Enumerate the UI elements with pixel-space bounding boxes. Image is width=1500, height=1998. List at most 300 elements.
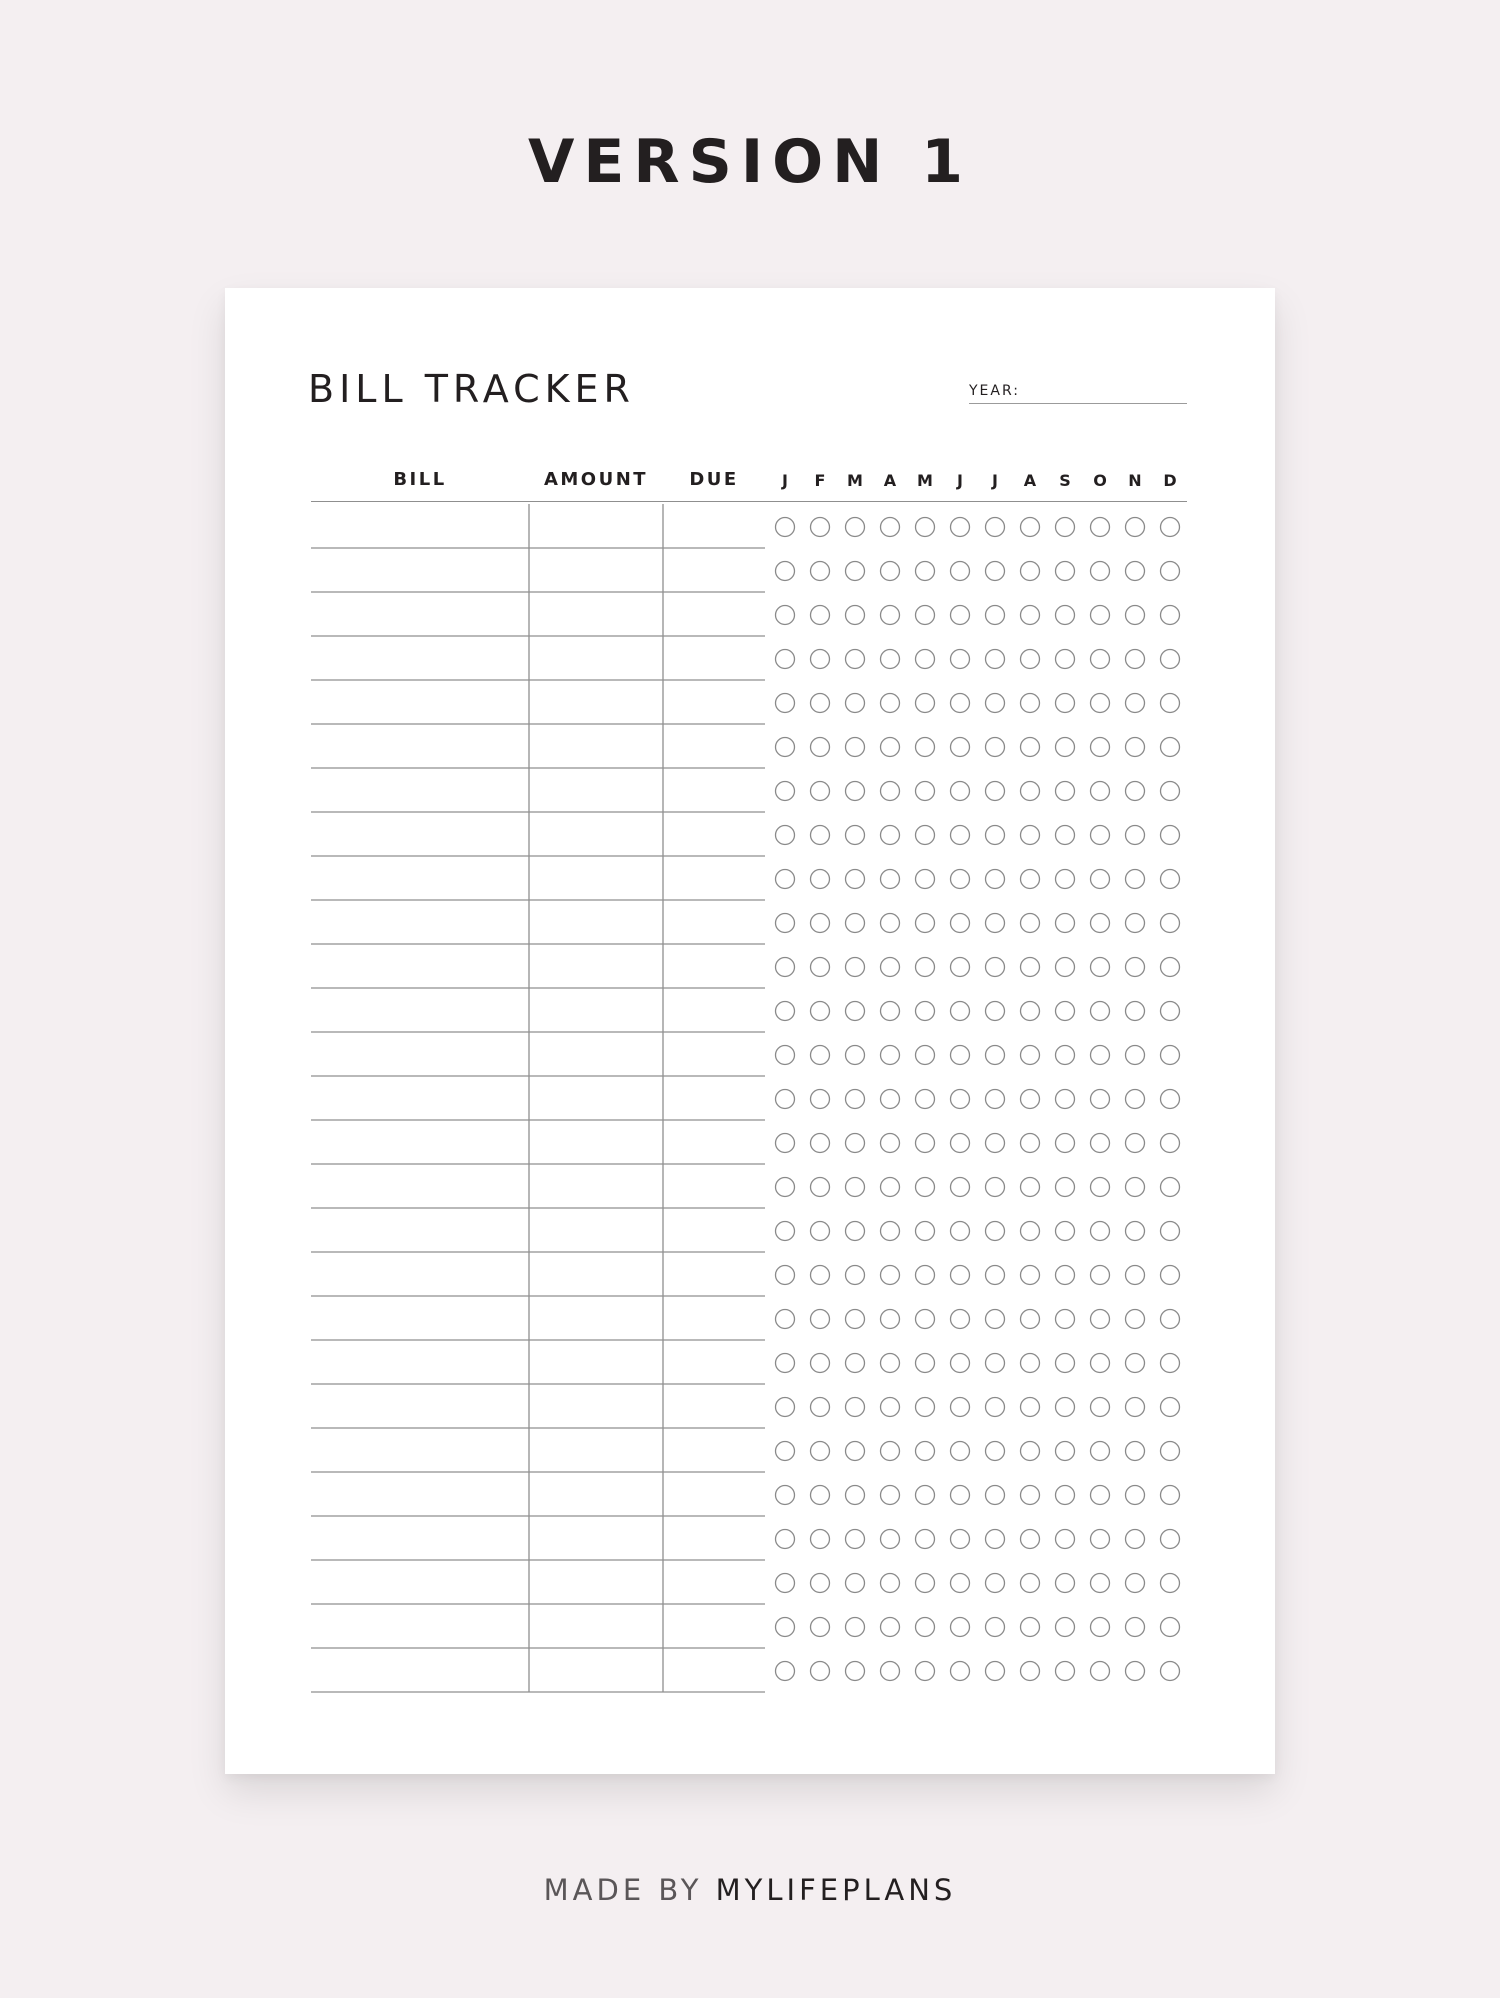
paid-checkbox-circle[interactable] xyxy=(1091,1662,1110,1681)
paid-checkbox-circle[interactable] xyxy=(1091,914,1110,933)
paid-checkbox-circle[interactable] xyxy=(881,606,900,625)
paid-checkbox-circle[interactable] xyxy=(1161,1442,1180,1461)
paid-checkbox-circle[interactable] xyxy=(951,1266,970,1285)
paid-checkbox-circle[interactable] xyxy=(951,1178,970,1197)
paid-checkbox-circle[interactable] xyxy=(951,1398,970,1417)
paid-checkbox-circle[interactable] xyxy=(986,1134,1005,1153)
paid-checkbox-circle[interactable] xyxy=(1126,870,1145,889)
paid-checkbox-circle[interactable] xyxy=(916,606,935,625)
paid-checkbox-circle[interactable] xyxy=(1126,1662,1145,1681)
paid-checkbox-circle[interactable] xyxy=(951,1574,970,1593)
paid-checkbox-circle[interactable] xyxy=(916,518,935,537)
paid-checkbox-circle[interactable] xyxy=(881,1310,900,1329)
paid-checkbox-circle[interactable] xyxy=(1161,1266,1180,1285)
paid-checkbox-circle[interactable] xyxy=(846,1618,865,1637)
paid-checkbox-circle[interactable] xyxy=(1021,1002,1040,1021)
paid-checkbox-circle[interactable] xyxy=(811,1310,830,1329)
paid-checkbox-circle[interactable] xyxy=(846,738,865,757)
paid-checkbox-circle[interactable] xyxy=(951,1222,970,1241)
paid-checkbox-circle[interactable] xyxy=(951,870,970,889)
paid-checkbox-circle[interactable] xyxy=(846,1398,865,1417)
paid-checkbox-circle[interactable] xyxy=(986,1662,1005,1681)
paid-checkbox-circle[interactable] xyxy=(776,650,795,669)
paid-checkbox-circle[interactable] xyxy=(776,562,795,581)
paid-checkbox-circle[interactable] xyxy=(916,1354,935,1373)
paid-checkbox-circle[interactable] xyxy=(916,1178,935,1197)
paid-checkbox-circle[interactable] xyxy=(776,1442,795,1461)
paid-checkbox-circle[interactable] xyxy=(1056,1046,1075,1065)
paid-checkbox-circle[interactable] xyxy=(776,606,795,625)
paid-checkbox-circle[interactable] xyxy=(986,1574,1005,1593)
paid-checkbox-circle[interactable] xyxy=(1056,1354,1075,1373)
paid-checkbox-circle[interactable] xyxy=(1056,782,1075,801)
paid-checkbox-circle[interactable] xyxy=(916,1398,935,1417)
paid-checkbox-circle[interactable] xyxy=(986,694,1005,713)
paid-checkbox-circle[interactable] xyxy=(811,1486,830,1505)
paid-checkbox-circle[interactable] xyxy=(1056,1486,1075,1505)
paid-checkbox-circle[interactable] xyxy=(986,1046,1005,1065)
paid-checkbox-circle[interactable] xyxy=(846,650,865,669)
paid-checkbox-circle[interactable] xyxy=(1161,1354,1180,1373)
paid-checkbox-circle[interactable] xyxy=(811,606,830,625)
paid-checkbox-circle[interactable] xyxy=(1126,914,1145,933)
paid-checkbox-circle[interactable] xyxy=(1126,1266,1145,1285)
paid-checkbox-circle[interactable] xyxy=(1056,1090,1075,1109)
paid-checkbox-circle[interactable] xyxy=(1021,1662,1040,1681)
paid-checkbox-circle[interactable] xyxy=(846,1090,865,1109)
paid-checkbox-circle[interactable] xyxy=(1091,1046,1110,1065)
paid-checkbox-circle[interactable] xyxy=(881,1222,900,1241)
paid-checkbox-circle[interactable] xyxy=(776,1530,795,1549)
paid-checkbox-circle[interactable] xyxy=(1021,1178,1040,1197)
paid-checkbox-circle[interactable] xyxy=(846,1662,865,1681)
paid-checkbox-circle[interactable] xyxy=(1126,1618,1145,1637)
paid-checkbox-circle[interactable] xyxy=(951,1134,970,1153)
paid-checkbox-circle[interactable] xyxy=(1091,958,1110,977)
paid-checkbox-circle[interactable] xyxy=(811,518,830,537)
paid-checkbox-circle[interactable] xyxy=(811,1354,830,1373)
paid-checkbox-circle[interactable] xyxy=(951,1090,970,1109)
paid-checkbox-circle[interactable] xyxy=(811,738,830,757)
paid-checkbox-circle[interactable] xyxy=(951,606,970,625)
paid-checkbox-circle[interactable] xyxy=(776,1486,795,1505)
paid-checkbox-circle[interactable] xyxy=(1161,1486,1180,1505)
paid-checkbox-circle[interactable] xyxy=(1126,1046,1145,1065)
paid-checkbox-circle[interactable] xyxy=(1056,694,1075,713)
paid-checkbox-circle[interactable] xyxy=(916,826,935,845)
paid-checkbox-circle[interactable] xyxy=(1021,694,1040,713)
paid-checkbox-circle[interactable] xyxy=(1021,562,1040,581)
paid-checkbox-circle[interactable] xyxy=(951,1486,970,1505)
paid-checkbox-circle[interactable] xyxy=(776,782,795,801)
paid-checkbox-circle[interactable] xyxy=(881,694,900,713)
paid-checkbox-circle[interactable] xyxy=(1161,914,1180,933)
paid-checkbox-circle[interactable] xyxy=(1161,1222,1180,1241)
paid-checkbox-circle[interactable] xyxy=(951,562,970,581)
paid-checkbox-circle[interactable] xyxy=(1021,782,1040,801)
paid-checkbox-circle[interactable] xyxy=(1021,1354,1040,1373)
paid-checkbox-circle[interactable] xyxy=(986,870,1005,889)
paid-checkbox-circle[interactable] xyxy=(916,738,935,757)
paid-checkbox-circle[interactable] xyxy=(986,650,1005,669)
paid-checkbox-circle[interactable] xyxy=(776,826,795,845)
paid-checkbox-circle[interactable] xyxy=(1056,914,1075,933)
paid-checkbox-circle[interactable] xyxy=(811,1266,830,1285)
paid-checkbox-circle[interactable] xyxy=(881,1530,900,1549)
paid-checkbox-circle[interactable] xyxy=(1161,518,1180,537)
paid-checkbox-circle[interactable] xyxy=(916,782,935,801)
paid-checkbox-circle[interactable] xyxy=(1126,1002,1145,1021)
paid-checkbox-circle[interactable] xyxy=(1161,694,1180,713)
paid-checkbox-circle[interactable] xyxy=(1161,826,1180,845)
paid-checkbox-circle[interactable] xyxy=(1021,518,1040,537)
paid-checkbox-circle[interactable] xyxy=(1126,1178,1145,1197)
paid-checkbox-circle[interactable] xyxy=(916,694,935,713)
paid-checkbox-circle[interactable] xyxy=(1056,650,1075,669)
paid-checkbox-circle[interactable] xyxy=(986,1354,1005,1373)
paid-checkbox-circle[interactable] xyxy=(1161,1310,1180,1329)
paid-checkbox-circle[interactable] xyxy=(1021,1530,1040,1549)
paid-checkbox-circle[interactable] xyxy=(846,914,865,933)
paid-checkbox-circle[interactable] xyxy=(1091,1398,1110,1417)
paid-checkbox-circle[interactable] xyxy=(1091,1222,1110,1241)
paid-checkbox-circle[interactable] xyxy=(881,518,900,537)
paid-checkbox-circle[interactable] xyxy=(1056,1134,1075,1153)
paid-checkbox-circle[interactable] xyxy=(951,826,970,845)
paid-checkbox-circle[interactable] xyxy=(846,562,865,581)
paid-checkbox-circle[interactable] xyxy=(1091,738,1110,757)
paid-checkbox-circle[interactable] xyxy=(811,1178,830,1197)
paid-checkbox-circle[interactable] xyxy=(951,1354,970,1373)
paid-checkbox-circle[interactable] xyxy=(916,1134,935,1153)
paid-checkbox-circle[interactable] xyxy=(1021,826,1040,845)
paid-checkbox-circle[interactable] xyxy=(776,1662,795,1681)
paid-checkbox-circle[interactable] xyxy=(811,1222,830,1241)
paid-checkbox-circle[interactable] xyxy=(1056,1266,1075,1285)
paid-checkbox-circle[interactable] xyxy=(1161,1662,1180,1681)
paid-checkbox-circle[interactable] xyxy=(1056,1002,1075,1021)
paid-checkbox-circle[interactable] xyxy=(916,1002,935,1021)
paid-checkbox-circle[interactable] xyxy=(916,650,935,669)
paid-checkbox-circle[interactable] xyxy=(1126,1134,1145,1153)
paid-checkbox-circle[interactable] xyxy=(986,562,1005,581)
paid-checkbox-circle[interactable] xyxy=(1021,650,1040,669)
paid-checkbox-circle[interactable] xyxy=(1021,1266,1040,1285)
paid-checkbox-circle[interactable] xyxy=(916,1090,935,1109)
paid-checkbox-circle[interactable] xyxy=(811,562,830,581)
paid-checkbox-circle[interactable] xyxy=(811,1618,830,1637)
paid-checkbox-circle[interactable] xyxy=(1126,1442,1145,1461)
paid-checkbox-circle[interactable] xyxy=(846,1442,865,1461)
paid-checkbox-circle[interactable] xyxy=(776,1222,795,1241)
paid-checkbox-circle[interactable] xyxy=(1126,518,1145,537)
paid-checkbox-circle[interactable] xyxy=(1161,1090,1180,1109)
paid-checkbox-circle[interactable] xyxy=(1161,1574,1180,1593)
paid-checkbox-circle[interactable] xyxy=(1161,738,1180,757)
paid-checkbox-circle[interactable] xyxy=(846,518,865,537)
paid-checkbox-circle[interactable] xyxy=(951,782,970,801)
paid-checkbox-circle[interactable] xyxy=(951,1002,970,1021)
paid-checkbox-circle[interactable] xyxy=(881,782,900,801)
paid-checkbox-circle[interactable] xyxy=(916,1046,935,1065)
paid-checkbox-circle[interactable] xyxy=(1091,1618,1110,1637)
paid-checkbox-circle[interactable] xyxy=(846,694,865,713)
paid-checkbox-circle[interactable] xyxy=(1161,1398,1180,1417)
paid-checkbox-circle[interactable] xyxy=(881,562,900,581)
paid-checkbox-circle[interactable] xyxy=(881,1266,900,1285)
paid-checkbox-circle[interactable] xyxy=(986,606,1005,625)
paid-checkbox-circle[interactable] xyxy=(916,1530,935,1549)
paid-checkbox-circle[interactable] xyxy=(811,826,830,845)
paid-checkbox-circle[interactable] xyxy=(1091,1310,1110,1329)
paid-checkbox-circle[interactable] xyxy=(1126,650,1145,669)
paid-checkbox-circle[interactable] xyxy=(951,1046,970,1065)
paid-checkbox-circle[interactable] xyxy=(986,1398,1005,1417)
paid-checkbox-circle[interactable] xyxy=(881,1002,900,1021)
paid-checkbox-circle[interactable] xyxy=(776,738,795,757)
paid-checkbox-circle[interactable] xyxy=(986,738,1005,757)
paid-checkbox-circle[interactable] xyxy=(1161,606,1180,625)
paid-checkbox-circle[interactable] xyxy=(986,518,1005,537)
paid-checkbox-circle[interactable] xyxy=(916,1266,935,1285)
paid-checkbox-circle[interactable] xyxy=(1161,1618,1180,1637)
paid-checkbox-circle[interactable] xyxy=(1161,1178,1180,1197)
paid-checkbox-circle[interactable] xyxy=(986,1530,1005,1549)
paid-checkbox-circle[interactable] xyxy=(1091,1002,1110,1021)
paid-checkbox-circle[interactable] xyxy=(951,1662,970,1681)
paid-checkbox-circle[interactable] xyxy=(846,1310,865,1329)
paid-checkbox-circle[interactable] xyxy=(1021,1310,1040,1329)
paid-checkbox-circle[interactable] xyxy=(1126,606,1145,625)
paid-checkbox-circle[interactable] xyxy=(1091,694,1110,713)
paid-checkbox-circle[interactable] xyxy=(1161,782,1180,801)
paid-checkbox-circle[interactable] xyxy=(986,1002,1005,1021)
paid-checkbox-circle[interactable] xyxy=(811,1090,830,1109)
paid-checkbox-circle[interactable] xyxy=(1021,1618,1040,1637)
paid-checkbox-circle[interactable] xyxy=(1056,1662,1075,1681)
paid-checkbox-circle[interactable] xyxy=(881,1354,900,1373)
paid-checkbox-circle[interactable] xyxy=(916,1574,935,1593)
paid-checkbox-circle[interactable] xyxy=(811,1398,830,1417)
paid-checkbox-circle[interactable] xyxy=(846,826,865,845)
paid-checkbox-circle[interactable] xyxy=(776,914,795,933)
paid-checkbox-circle[interactable] xyxy=(811,1662,830,1681)
paid-checkbox-circle[interactable] xyxy=(776,1134,795,1153)
paid-checkbox-circle[interactable] xyxy=(1126,738,1145,757)
paid-checkbox-circle[interactable] xyxy=(1056,1222,1075,1241)
paid-checkbox-circle[interactable] xyxy=(811,958,830,977)
paid-checkbox-circle[interactable] xyxy=(1091,826,1110,845)
paid-checkbox-circle[interactable] xyxy=(951,1310,970,1329)
paid-checkbox-circle[interactable] xyxy=(986,1090,1005,1109)
paid-checkbox-circle[interactable] xyxy=(881,914,900,933)
paid-checkbox-circle[interactable] xyxy=(986,1618,1005,1637)
paid-checkbox-circle[interactable] xyxy=(1091,1442,1110,1461)
paid-checkbox-circle[interactable] xyxy=(811,870,830,889)
paid-checkbox-circle[interactable] xyxy=(811,1134,830,1153)
paid-checkbox-circle[interactable] xyxy=(881,650,900,669)
paid-checkbox-circle[interactable] xyxy=(776,694,795,713)
paid-checkbox-circle[interactable] xyxy=(951,1442,970,1461)
paid-checkbox-circle[interactable] xyxy=(951,650,970,669)
paid-checkbox-circle[interactable] xyxy=(881,1134,900,1153)
paid-checkbox-circle[interactable] xyxy=(1056,1574,1075,1593)
paid-checkbox-circle[interactable] xyxy=(1161,1134,1180,1153)
paid-checkbox-circle[interactable] xyxy=(776,1574,795,1593)
paid-checkbox-circle[interactable] xyxy=(1091,1530,1110,1549)
paid-checkbox-circle[interactable] xyxy=(776,1354,795,1373)
paid-checkbox-circle[interactable] xyxy=(776,1618,795,1637)
paid-checkbox-circle[interactable] xyxy=(1021,1222,1040,1241)
paid-checkbox-circle[interactable] xyxy=(1056,606,1075,625)
paid-checkbox-circle[interactable] xyxy=(846,1530,865,1549)
paid-checkbox-circle[interactable] xyxy=(1091,1486,1110,1505)
paid-checkbox-circle[interactable] xyxy=(776,1178,795,1197)
paid-checkbox-circle[interactable] xyxy=(916,1662,935,1681)
paid-checkbox-circle[interactable] xyxy=(1021,606,1040,625)
paid-checkbox-circle[interactable] xyxy=(1021,1574,1040,1593)
paid-checkbox-circle[interactable] xyxy=(951,1530,970,1549)
paid-checkbox-circle[interactable] xyxy=(811,782,830,801)
paid-checkbox-circle[interactable] xyxy=(846,606,865,625)
paid-checkbox-circle[interactable] xyxy=(776,870,795,889)
paid-checkbox-circle[interactable] xyxy=(951,694,970,713)
paid-checkbox-circle[interactable] xyxy=(986,914,1005,933)
paid-checkbox-circle[interactable] xyxy=(811,1530,830,1549)
paid-checkbox-circle[interactable] xyxy=(1021,1090,1040,1109)
paid-checkbox-circle[interactable] xyxy=(881,1574,900,1593)
paid-checkbox-circle[interactable] xyxy=(1126,1574,1145,1593)
paid-checkbox-circle[interactable] xyxy=(1126,1398,1145,1417)
paid-checkbox-circle[interactable] xyxy=(846,1134,865,1153)
paid-checkbox-circle[interactable] xyxy=(846,782,865,801)
paid-checkbox-circle[interactable] xyxy=(1091,606,1110,625)
paid-checkbox-circle[interactable] xyxy=(986,826,1005,845)
paid-checkbox-circle[interactable] xyxy=(916,1222,935,1241)
paid-checkbox-circle[interactable] xyxy=(776,1398,795,1417)
paid-checkbox-circle[interactable] xyxy=(1021,1486,1040,1505)
paid-checkbox-circle[interactable] xyxy=(846,958,865,977)
paid-checkbox-circle[interactable] xyxy=(986,958,1005,977)
paid-checkbox-circle[interactable] xyxy=(1161,1046,1180,1065)
paid-checkbox-circle[interactable] xyxy=(776,1002,795,1021)
paid-checkbox-circle[interactable] xyxy=(1126,958,1145,977)
paid-checkbox-circle[interactable] xyxy=(1091,870,1110,889)
paid-checkbox-circle[interactable] xyxy=(881,1178,900,1197)
paid-checkbox-circle[interactable] xyxy=(776,1310,795,1329)
paid-checkbox-circle[interactable] xyxy=(1021,1398,1040,1417)
paid-checkbox-circle[interactable] xyxy=(1056,738,1075,757)
paid-checkbox-circle[interactable] xyxy=(1126,1310,1145,1329)
paid-checkbox-circle[interactable] xyxy=(1021,958,1040,977)
paid-checkbox-circle[interactable] xyxy=(1056,826,1075,845)
paid-checkbox-circle[interactable] xyxy=(1126,1354,1145,1373)
paid-checkbox-circle[interactable] xyxy=(881,1090,900,1109)
paid-checkbox-circle[interactable] xyxy=(846,1574,865,1593)
paid-checkbox-circle[interactable] xyxy=(1056,562,1075,581)
paid-checkbox-circle[interactable] xyxy=(1126,782,1145,801)
paid-checkbox-circle[interactable] xyxy=(846,1046,865,1065)
paid-checkbox-circle[interactable] xyxy=(1021,1046,1040,1065)
paid-checkbox-circle[interactable] xyxy=(776,1046,795,1065)
paid-checkbox-circle[interactable] xyxy=(1126,826,1145,845)
paid-checkbox-circle[interactable] xyxy=(776,1266,795,1285)
paid-checkbox-circle[interactable] xyxy=(1021,1134,1040,1153)
paid-checkbox-circle[interactable] xyxy=(846,1002,865,1021)
paid-checkbox-circle[interactable] xyxy=(811,1002,830,1021)
paid-checkbox-circle[interactable] xyxy=(916,958,935,977)
paid-checkbox-circle[interactable] xyxy=(986,1442,1005,1461)
paid-checkbox-circle[interactable] xyxy=(986,1486,1005,1505)
paid-checkbox-circle[interactable] xyxy=(916,1618,935,1637)
paid-checkbox-circle[interactable] xyxy=(1161,958,1180,977)
paid-checkbox-circle[interactable] xyxy=(1126,1530,1145,1549)
paid-checkbox-circle[interactable] xyxy=(1021,914,1040,933)
paid-checkbox-circle[interactable] xyxy=(1091,1090,1110,1109)
paid-checkbox-circle[interactable] xyxy=(881,870,900,889)
paid-checkbox-circle[interactable] xyxy=(1021,738,1040,757)
paid-checkbox-circle[interactable] xyxy=(846,1354,865,1373)
paid-checkbox-circle[interactable] xyxy=(916,1486,935,1505)
paid-checkbox-circle[interactable] xyxy=(881,958,900,977)
paid-checkbox-circle[interactable] xyxy=(1091,518,1110,537)
paid-checkbox-circle[interactable] xyxy=(881,738,900,757)
paid-checkbox-circle[interactable] xyxy=(1056,1530,1075,1549)
paid-checkbox-circle[interactable] xyxy=(951,914,970,933)
paid-checkbox-circle[interactable] xyxy=(951,738,970,757)
paid-checkbox-circle[interactable] xyxy=(986,782,1005,801)
paid-checkbox-circle[interactable] xyxy=(986,1266,1005,1285)
paid-checkbox-circle[interactable] xyxy=(1056,1618,1075,1637)
paid-checkbox-circle[interactable] xyxy=(776,1090,795,1109)
paid-checkbox-circle[interactable] xyxy=(951,1618,970,1637)
paid-checkbox-circle[interactable] xyxy=(881,826,900,845)
paid-checkbox-circle[interactable] xyxy=(811,1442,830,1461)
paid-checkbox-circle[interactable] xyxy=(881,1442,900,1461)
paid-checkbox-circle[interactable] xyxy=(1091,1178,1110,1197)
paid-checkbox-circle[interactable] xyxy=(1056,1178,1075,1197)
paid-checkbox-circle[interactable] xyxy=(811,694,830,713)
paid-checkbox-circle[interactable] xyxy=(1161,1002,1180,1021)
paid-checkbox-circle[interactable] xyxy=(846,1178,865,1197)
paid-checkbox-circle[interactable] xyxy=(951,958,970,977)
paid-checkbox-circle[interactable] xyxy=(1021,870,1040,889)
paid-checkbox-circle[interactable] xyxy=(1091,1266,1110,1285)
paid-checkbox-circle[interactable] xyxy=(846,870,865,889)
paid-checkbox-circle[interactable] xyxy=(1161,870,1180,889)
paid-checkbox-circle[interactable] xyxy=(916,870,935,889)
paid-checkbox-circle[interactable] xyxy=(1056,1442,1075,1461)
paid-checkbox-circle[interactable] xyxy=(1056,518,1075,537)
paid-checkbox-circle[interactable] xyxy=(1091,1354,1110,1373)
paid-checkbox-circle[interactable] xyxy=(1056,1398,1075,1417)
paid-checkbox-circle[interactable] xyxy=(846,1266,865,1285)
paid-checkbox-circle[interactable] xyxy=(881,1486,900,1505)
paid-checkbox-circle[interactable] xyxy=(1056,958,1075,977)
paid-checkbox-circle[interactable] xyxy=(1126,1090,1145,1109)
paid-checkbox-circle[interactable] xyxy=(846,1486,865,1505)
paid-checkbox-circle[interactable] xyxy=(1091,1134,1110,1153)
paid-checkbox-circle[interactable] xyxy=(811,914,830,933)
paid-checkbox-circle[interactable] xyxy=(1161,650,1180,669)
paid-checkbox-circle[interactable] xyxy=(881,1046,900,1065)
paid-checkbox-circle[interactable] xyxy=(776,958,795,977)
paid-checkbox-circle[interactable] xyxy=(1126,1486,1145,1505)
paid-checkbox-circle[interactable] xyxy=(811,650,830,669)
paid-checkbox-circle[interactable] xyxy=(881,1398,900,1417)
paid-checkbox-circle[interactable] xyxy=(1126,562,1145,581)
paid-checkbox-circle[interactable] xyxy=(916,562,935,581)
